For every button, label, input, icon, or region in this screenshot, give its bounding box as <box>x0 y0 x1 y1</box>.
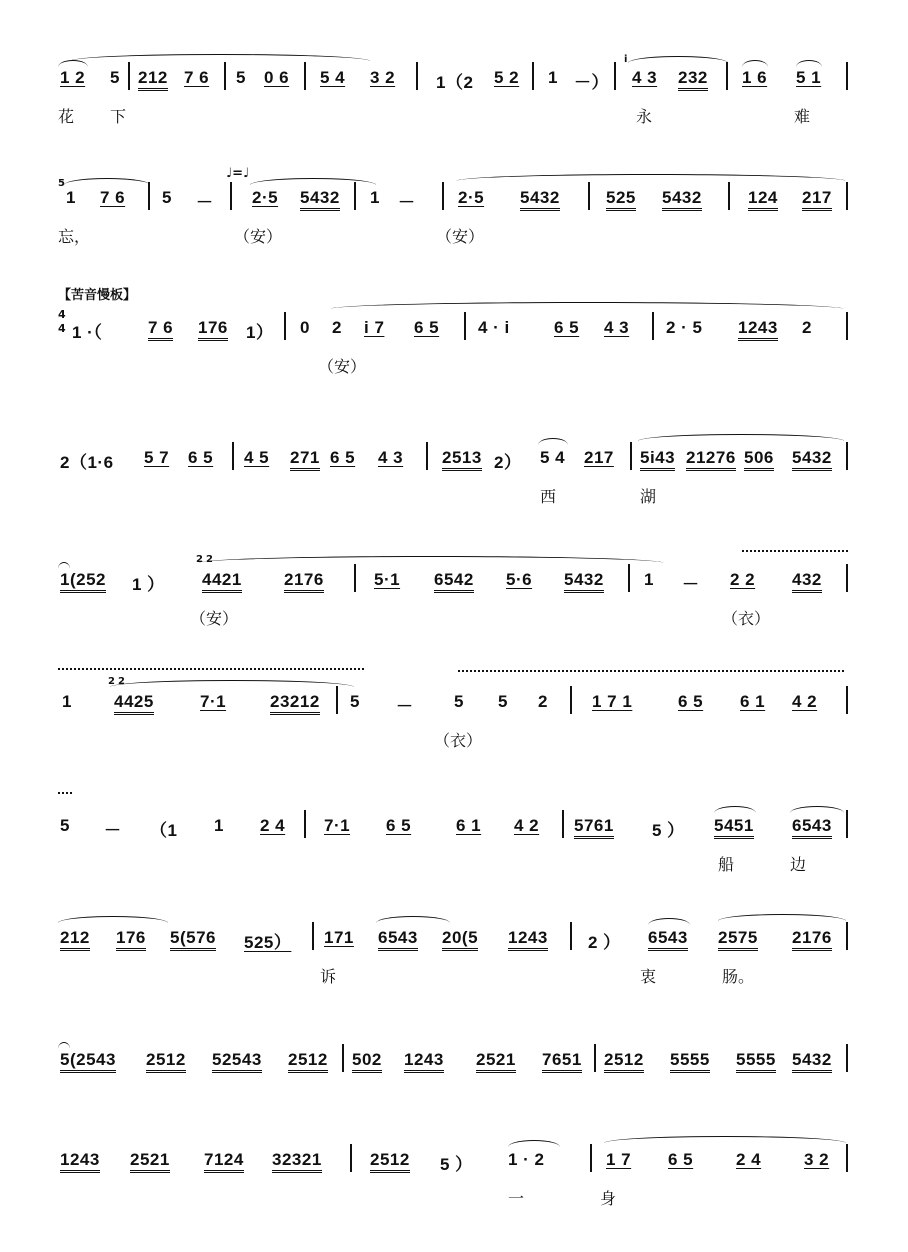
lyric: （衣） <box>722 609 771 628</box>
notes-line <box>58 180 856 214</box>
barline <box>846 442 848 470</box>
note-group: 2 2 <box>730 570 756 589</box>
note-group: 5(2543 <box>60 1050 116 1073</box>
note-group: 32321 <box>272 1150 322 1173</box>
lyrics-line <box>0 964 908 990</box>
note-group: 217 <box>802 188 832 211</box>
slur <box>628 56 728 63</box>
barline <box>148 182 150 210</box>
lyric: 诉 <box>320 967 337 986</box>
note-group: 2512 <box>604 1050 644 1073</box>
slur <box>58 60 88 67</box>
lyrics-line <box>0 104 908 130</box>
note-group: 2（1·6 <box>60 453 114 472</box>
grace-note: 2 <box>108 676 115 687</box>
notes-line <box>58 54 856 94</box>
barline <box>614 62 616 90</box>
note-group: 176 <box>116 928 146 951</box>
note-group: － <box>104 821 122 840</box>
note-group: 1 <box>66 188 76 207</box>
notes-line <box>58 310 856 344</box>
lyric: 难 <box>794 107 811 126</box>
notes-line <box>58 554 856 596</box>
barline <box>562 810 564 838</box>
note-group: 2·5 <box>458 188 485 207</box>
note-group: 5 2 <box>494 68 520 87</box>
note-group: 7 6 <box>148 318 173 341</box>
note-group: 1 <box>644 570 654 589</box>
note-group: 2575 <box>718 928 758 951</box>
note-group: 4 3 <box>604 318 630 337</box>
melisma-dotted-line <box>458 670 844 672</box>
barline <box>846 810 848 838</box>
note-group: 2·5 <box>252 188 279 207</box>
note-group: 2 4 <box>260 816 286 835</box>
note-group: 525） <box>244 933 292 952</box>
note-group: 4 3 <box>378 448 404 467</box>
note-group: 6542 <box>434 570 474 593</box>
note-group: 432 <box>792 570 822 593</box>
lyrics-line <box>0 728 908 754</box>
barline <box>416 62 418 90</box>
slur <box>198 556 664 563</box>
lyric: 身 <box>600 1189 617 1208</box>
notes-line <box>58 1142 856 1176</box>
note-group: 1 <box>62 692 72 711</box>
note-group: 4 · i <box>478 318 510 337</box>
slur <box>718 914 846 921</box>
grace-note: 5 <box>58 178 65 189</box>
note-group: 6 5 <box>330 448 356 467</box>
barline <box>590 1144 592 1172</box>
barline <box>342 1044 344 1072</box>
notes-line <box>58 440 856 474</box>
note-group: 2176 <box>284 570 324 593</box>
note-group: 212 <box>138 68 168 91</box>
note-group: 5 <box>236 68 246 87</box>
slur <box>638 434 844 441</box>
note-group: 5(576 <box>170 928 216 951</box>
note-group: 6 1 <box>456 816 482 835</box>
note-group: 2512 <box>370 1150 410 1173</box>
note-group: 2176 <box>792 928 832 951</box>
note-group: 5 <box>454 692 464 711</box>
lyric: 花 <box>58 107 75 126</box>
note-group: 2 4 <box>736 1150 762 1169</box>
slur <box>604 1136 846 1143</box>
note-group: 1） <box>246 323 274 342</box>
barline <box>304 62 306 90</box>
note-group: 1243 <box>60 1150 100 1173</box>
note-group: 1243 <box>738 318 778 341</box>
note-group: 5·6 <box>506 570 533 589</box>
barline <box>230 182 232 210</box>
slur <box>376 916 450 923</box>
barline <box>846 922 848 950</box>
note-group: 525 <box>606 188 636 211</box>
lyric: （衣） <box>434 731 483 750</box>
lyric: （安） <box>436 227 485 246</box>
note-group: 0 <box>300 318 310 337</box>
note-group: 4 2 <box>514 816 540 835</box>
barline <box>570 686 572 714</box>
note-group: 1243 <box>404 1050 444 1073</box>
note-group: 2521 <box>130 1150 170 1173</box>
note-group: 5 ） <box>440 1155 473 1174</box>
time-signature-top: 4 <box>58 308 66 321</box>
slur <box>58 1042 70 1049</box>
barline <box>232 442 234 470</box>
barline <box>312 922 314 950</box>
note-group: 7651 <box>542 1050 582 1073</box>
note-group: 52543 <box>212 1050 262 1073</box>
barline <box>284 312 286 340</box>
note-group: 6 5 <box>188 448 214 467</box>
note-group: 1 7 1 <box>592 692 633 711</box>
note-group: 5432 <box>564 570 604 593</box>
note-group: 2 · 5 <box>666 318 703 337</box>
note-group: 5432 <box>300 188 340 211</box>
note-group: 2） <box>494 453 522 472</box>
note-group: 506 <box>744 448 774 471</box>
lyrics-line <box>0 224 908 250</box>
note-group: 5 4 <box>320 68 346 87</box>
barline <box>728 182 730 210</box>
slur <box>790 806 844 813</box>
note-group: 2 <box>802 318 812 337</box>
barline <box>630 442 632 470</box>
barline <box>846 1044 848 1072</box>
note-group: 7 6 <box>184 68 210 87</box>
barline <box>350 1144 352 1172</box>
lyric: 湖 <box>640 487 657 506</box>
note-group: 5 1 <box>796 68 822 87</box>
slur <box>508 1140 560 1147</box>
note-group: 5·1 <box>374 570 401 589</box>
notes-line <box>58 808 856 842</box>
barline <box>128 62 130 90</box>
note-group: 1 <box>214 816 224 835</box>
note-group: 232 <box>678 68 708 91</box>
melisma-dotted-line <box>58 668 364 670</box>
note-group: 217 <box>584 448 614 467</box>
barline <box>532 62 534 90</box>
note-group: 5 <box>110 68 120 87</box>
lyrics-line <box>0 606 908 632</box>
note-group: 5i43 <box>640 448 675 471</box>
note-group: 1243 <box>508 928 548 951</box>
lyric: 一 <box>508 1189 525 1208</box>
grace-note: i <box>624 54 628 65</box>
barline <box>354 564 356 592</box>
note-group: 5 <box>60 816 70 835</box>
lyric: 永 <box>636 107 653 126</box>
note-group: 1（2 <box>436 73 474 92</box>
slur <box>64 178 150 185</box>
note-group: 5 7 <box>144 448 170 467</box>
notes-line <box>58 920 856 954</box>
note-group: 1 ·（ <box>72 323 103 342</box>
note-group: 6 5 <box>678 692 704 711</box>
note-group: 5555 <box>670 1050 710 1073</box>
section-label: 【苦音慢板】 <box>58 288 137 303</box>
slur <box>648 918 690 925</box>
note-group: 5432 <box>792 1050 832 1073</box>
note-group: 6543 <box>648 928 688 951</box>
note-group: 7·1 <box>324 816 351 835</box>
note-group: 5 <box>350 692 360 711</box>
note-group: 20(5 <box>442 928 478 951</box>
lyric: 下 <box>110 107 127 126</box>
lyric: （安） <box>234 227 283 246</box>
note-group: 271 <box>290 448 320 471</box>
note-group: 5432 <box>792 448 832 471</box>
lyric: 西 <box>540 487 557 506</box>
barline <box>304 810 306 838</box>
note-group: 4425 <box>114 692 154 715</box>
note-group: 176 <box>198 318 228 341</box>
note-group: （1 <box>150 821 178 840</box>
note-group: 5432 <box>662 188 702 211</box>
note-group: 7·1 <box>200 692 227 711</box>
grace-note: 2 <box>196 554 203 565</box>
lyrics-line <box>0 1186 908 1212</box>
slur <box>796 60 822 67</box>
barline <box>442 182 444 210</box>
barline <box>846 62 848 90</box>
lyric: （安） <box>190 609 239 628</box>
note-group: 2512 <box>146 1050 186 1073</box>
note-group: 7124 <box>204 1150 244 1173</box>
note-group: 2 <box>332 318 342 337</box>
slur <box>250 178 376 185</box>
note-group: 6 5 <box>554 318 580 337</box>
note-group: 212 <box>60 928 90 951</box>
note-group: 4 2 <box>792 692 818 711</box>
note-group: i 7 <box>364 318 385 337</box>
barline <box>464 312 466 340</box>
lyric: 船 <box>718 855 735 874</box>
note-group: 6543 <box>378 928 418 951</box>
barline <box>588 182 590 210</box>
note-group: 5 <box>162 188 172 207</box>
slur <box>714 806 756 813</box>
barline <box>628 564 630 592</box>
note-group: 2513 <box>442 448 482 471</box>
slur <box>742 60 768 67</box>
time-signature-bottom: 4 <box>58 322 66 335</box>
notes-line <box>58 1042 856 1076</box>
note-group: 1 6 <box>742 68 768 87</box>
note-group: － <box>396 697 414 716</box>
note-group: 2512 <box>288 1050 328 1073</box>
slur <box>456 174 846 181</box>
note-group: 5 4 <box>540 448 566 467</box>
grace-note: 2 <box>118 676 125 687</box>
note-group: 1 7 <box>606 1150 632 1169</box>
note-group: 2521 <box>476 1050 516 1073</box>
barline <box>726 62 728 90</box>
note-group: 2 ） <box>588 933 621 952</box>
barline <box>846 312 848 340</box>
lyric: 肠。 <box>722 967 755 986</box>
slur <box>70 54 370 61</box>
barline <box>846 686 848 714</box>
lyric: 边 <box>790 855 807 874</box>
barline <box>354 182 356 210</box>
grace-note: 2 <box>206 554 213 565</box>
note-group: 7 6 <box>100 188 126 207</box>
note-group: 1(252 <box>60 570 106 593</box>
lyric: （安） <box>318 357 367 376</box>
note-group: 5 <box>498 692 508 711</box>
melisma-dotted-line <box>58 792 72 794</box>
barline <box>846 182 848 210</box>
note-group: － <box>398 193 416 212</box>
note-group: 1 <box>370 188 380 207</box>
note-group: 1 <box>548 68 558 87</box>
note-group: 6 5 <box>386 816 412 835</box>
note-group: 4421 <box>202 570 242 593</box>
note-group: 3 2 <box>804 1150 830 1169</box>
note-group: 502 <box>352 1050 382 1073</box>
lyric: 忘， <box>58 227 91 246</box>
note-group: － <box>682 575 700 594</box>
melisma-dotted-line <box>742 550 848 552</box>
slur <box>110 680 354 687</box>
note-group: 6 5 <box>414 318 440 337</box>
note-group: 6 1 <box>740 692 766 711</box>
notes-line <box>58 676 856 718</box>
note-group: － <box>196 193 214 212</box>
note-group: 1 2 <box>60 68 86 87</box>
note-group: 21276 <box>686 448 736 471</box>
note-group: 3 2 <box>370 68 396 87</box>
tempo-marking: ♩=♩ <box>226 166 250 181</box>
lyric: 衷 <box>640 967 657 986</box>
note-group: 171 <box>324 928 354 947</box>
note-group: 5761 <box>574 816 614 839</box>
note-group: 1 ） <box>132 575 165 594</box>
note-group: 5451 <box>714 816 754 839</box>
slur <box>58 916 168 923</box>
barline <box>846 564 848 592</box>
note-group: 4 5 <box>244 448 270 467</box>
barline <box>224 62 226 90</box>
note-group: 124 <box>748 188 778 211</box>
note-group: 23212 <box>270 692 320 715</box>
lyrics-line <box>0 852 908 878</box>
barline <box>570 922 572 950</box>
note-group: 5432 <box>520 188 560 211</box>
barline <box>336 686 338 714</box>
note-group: 1 · 2 <box>508 1150 545 1169</box>
note-group: 5555 <box>736 1050 776 1073</box>
note-group: 6 5 <box>668 1150 694 1169</box>
note-group: 6543 <box>792 816 832 839</box>
note-group: 0 6 <box>264 68 290 87</box>
note-group: 5 ） <box>652 821 685 840</box>
note-group: 2 <box>538 692 548 711</box>
slur <box>538 438 568 445</box>
lyrics-line <box>0 484 908 510</box>
barline <box>594 1044 596 1072</box>
barline <box>846 1144 848 1172</box>
barline <box>652 312 654 340</box>
slur <box>330 302 844 309</box>
note-group: －） <box>574 73 609 92</box>
lyrics-line <box>0 354 908 380</box>
note-group: 4 3 <box>632 68 658 87</box>
slur <box>58 562 70 569</box>
barline <box>426 442 428 470</box>
